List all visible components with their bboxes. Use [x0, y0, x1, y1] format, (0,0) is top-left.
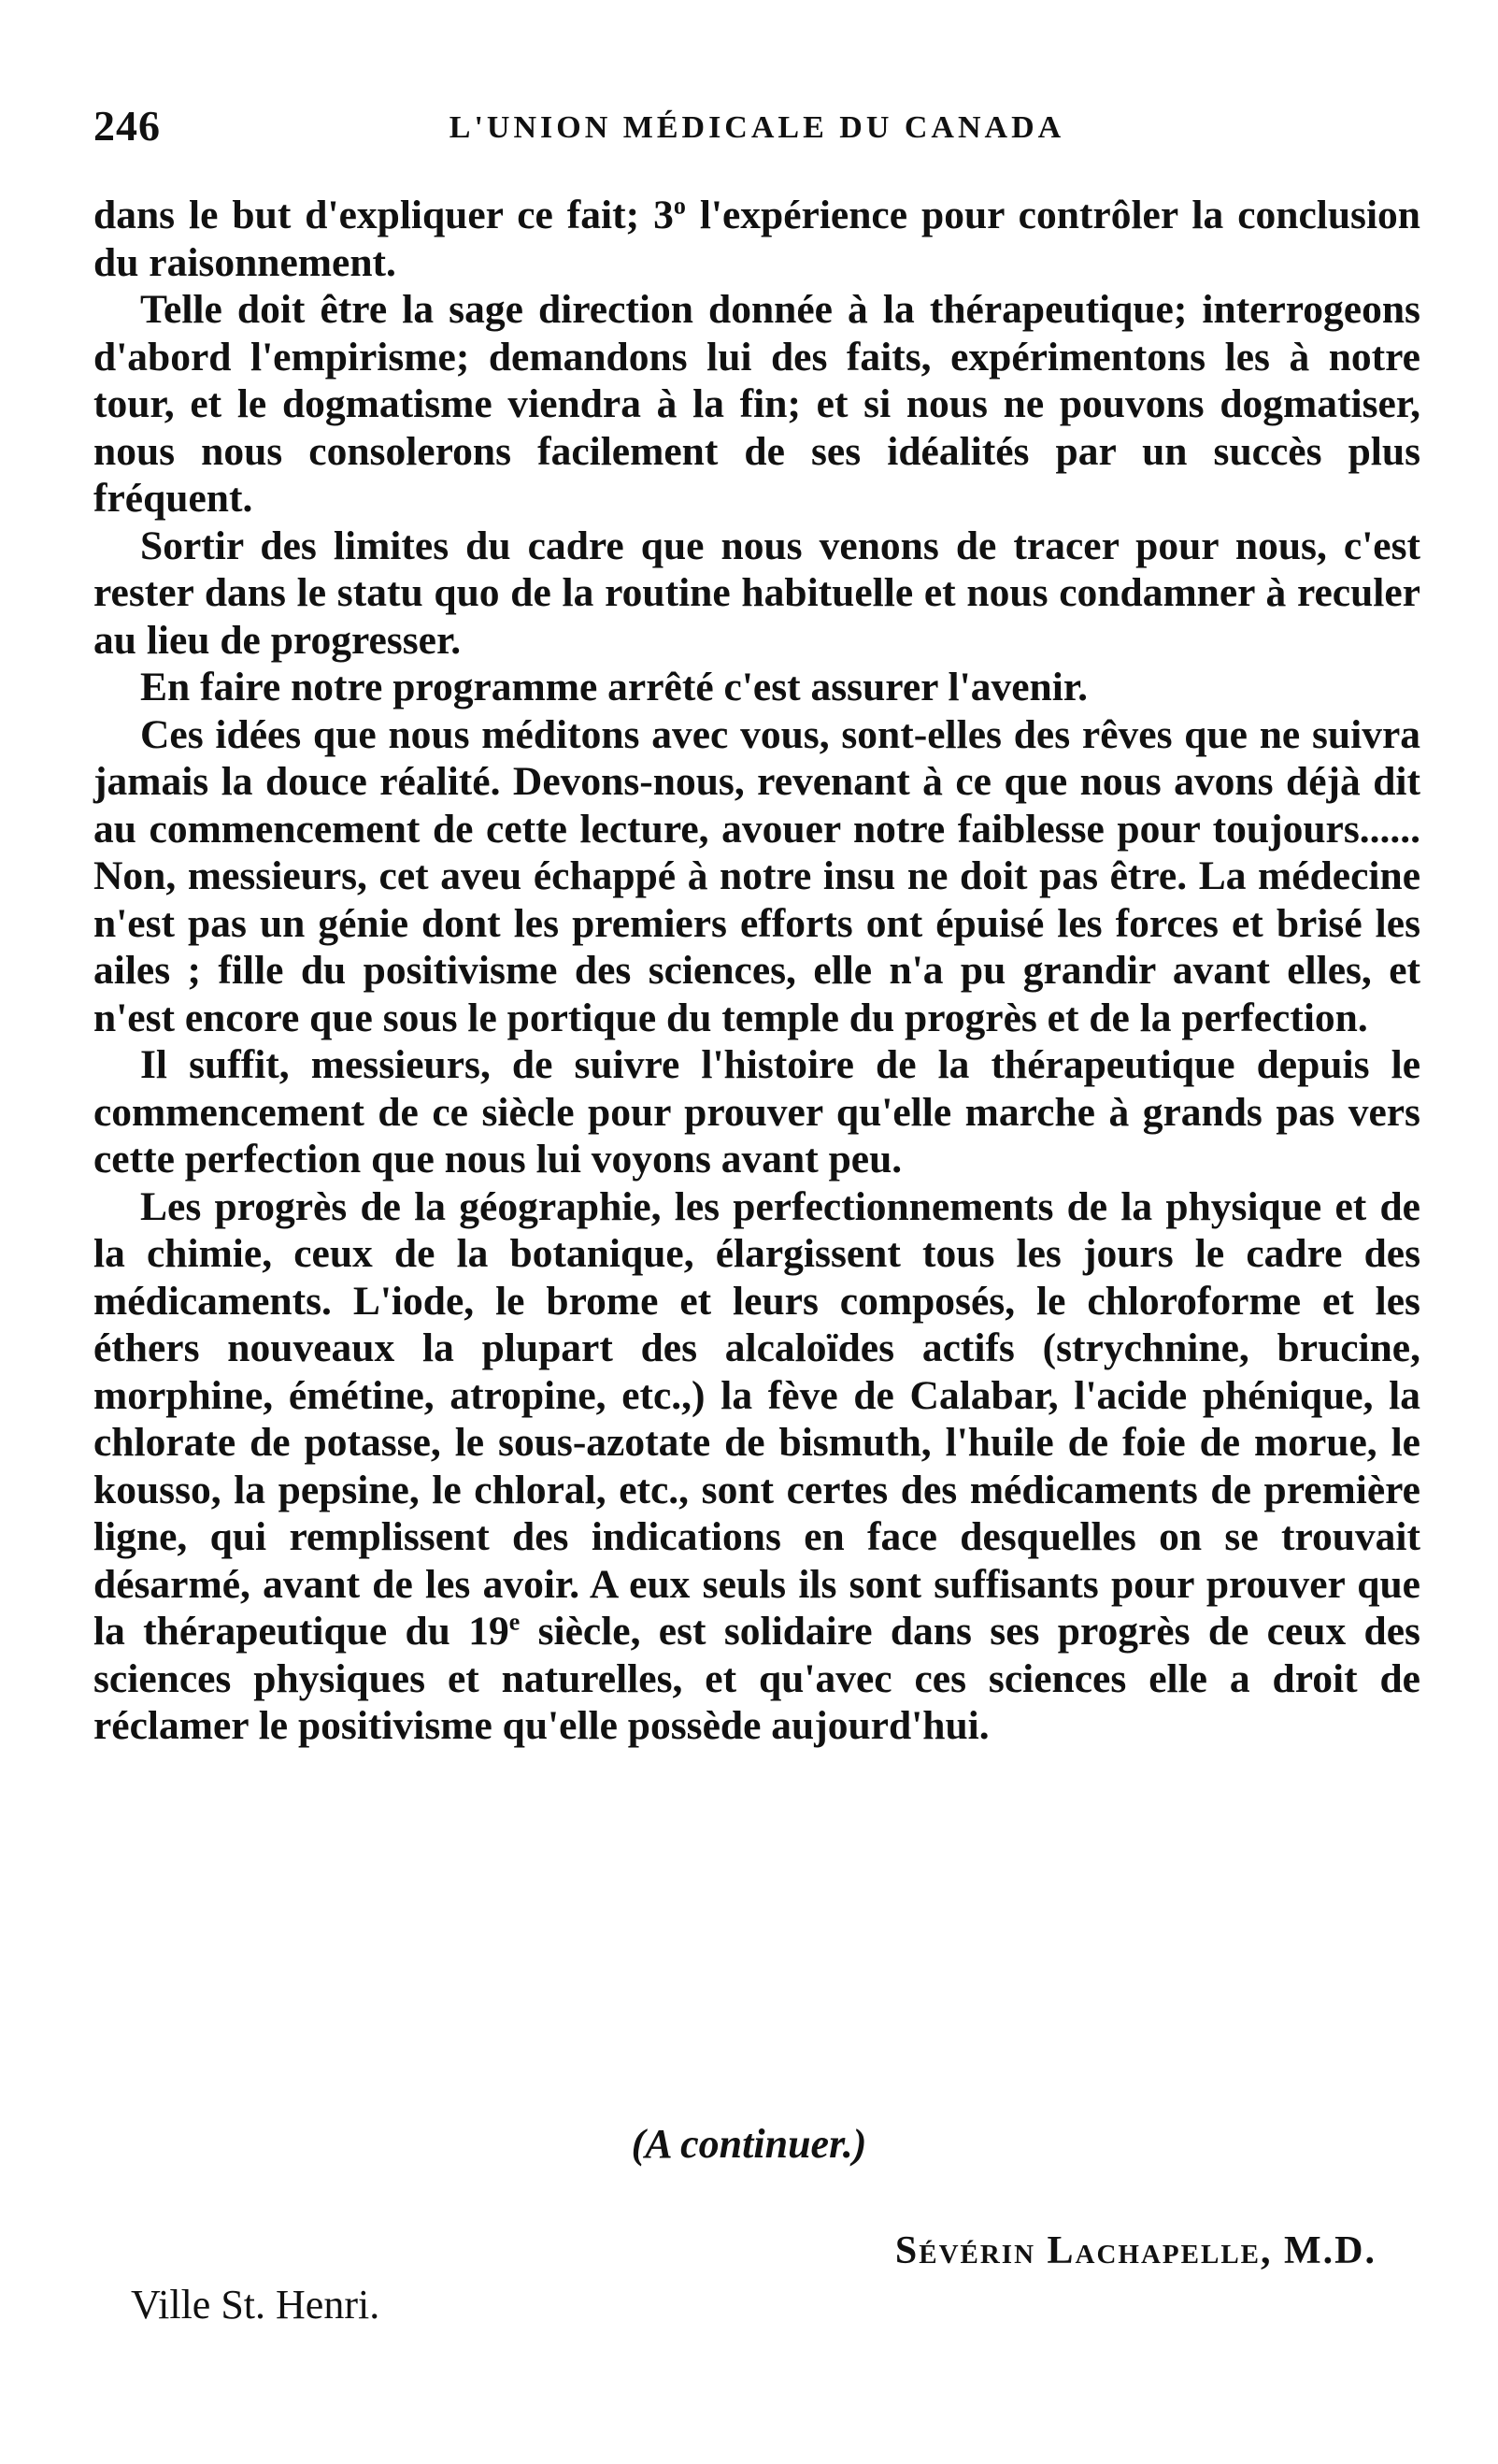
- continued-note: (A continuer.): [631, 2121, 867, 2167]
- paragraph-7-text-b: siècle, est solidaire dans ses progrès de ceux des sciences physiques et naturelles, et qu'avec ces sciences elle a droit de réclamer le positivisme qu'elle possède aujourd'hui.: [93, 1609, 1420, 1748]
- paragraph-1-text-b: l'expérience pour contrôler la conclusion du raisonnement.: [93, 193, 1420, 285]
- paragraph-1: [93, 192, 1420, 286]
- paragraph-5: Ces idées que nous méditons avec vous, sont-elles des rêves que ne suivra jamais la douce réalité. Devons-nous, revenant à ce que nous avons déjà dit au commencement de cette lecture, avouer notre faiblesse pour toujours...... Non, messieurs, cet aveu échappé à notre insu ne doit pas être. La médecine n'est pas un génie dont les premiers efforts ont épuisé les forces et brisé les ailes ; fille du positivisme des sciences, elle n'a pu grandir avant elles, et n'est encore que sous le portique du temple du progrès et de la perfection.: [93, 711, 1420, 1040]
- paragraph-6: Il suffit, messieurs, de suivre l'histoire de la thérapeutique depuis le commencement de ce siècle pour prouver qu'elle marche à grands pas vers cette perfection que nous lui voyons avant peu.: [93, 1042, 1420, 1182]
- paragraph-4: En faire notre programme arrêté c'est assurer l'avenir.: [140, 665, 1088, 709]
- paragraph-7-text-a: Les progrès de la géographie, les perfectionnements de la physique et de la chimie, ceux de la botanique, élargissent tous les jours le cadre des médicaments. L'iode, le brome et leurs composés, le chloroforme et les éthers nouveaux la plupart des alcaloïdes actifs (strychnine, brucine, morphine, émétine, atropine, etc.,) la fève de Calabar, l'acide phénique, la chlorate de potasse, le sous-azotate de bismuth, l'huile de foie de morue, le kousso, la pepsine, le chloral, etc., sont certes des médicaments de première ligne, qui remplissent des indications en face desquelles on se trouvait désarmé, avant de les avoir. A eux seuls ils sont suffisants pour prouver que la thérapeutique du 19: [93, 1183, 1420, 1654]
- paragraph-1-text-a: dans le but d'expliquer ce fait; 3: [93, 193, 674, 237]
- paragraph-2: Telle doit être la sage direction donnée à la thérapeutique; interrogeons d'abord l'empirisme; demandons lui des faits, expérimentons les à notre tour, et le dogmatisme viendra à la fin; et si nous ne pouvons dogmatiser, nous nous consolerons facilement de ses idéalités par un succès plus fréquent.: [93, 287, 1420, 521]
- paragraph-3: Sortir des limites du cadre que nous venons de tracer pour nous, c'est rester dans le statu quo de la routine habituelle et nous condamner à reculer au lieu de progresser.: [93, 523, 1420, 663]
- superscript-o: o: [673, 192, 686, 220]
- paragraph-7: [93, 1183, 1420, 1750]
- running-title: L'UNION MÉDICALE DU CANADA: [449, 110, 1065, 145]
- page-number: 246: [93, 102, 161, 150]
- author-signature: Sévérin Lachapelle, M.D.: [894, 2229, 1377, 2272]
- page-header: [93, 101, 1420, 157]
- place-line: Ville St. Henri.: [131, 2282, 380, 2328]
- article-body: [93, 192, 1420, 1750]
- superscript-e: e: [508, 1608, 521, 1636]
